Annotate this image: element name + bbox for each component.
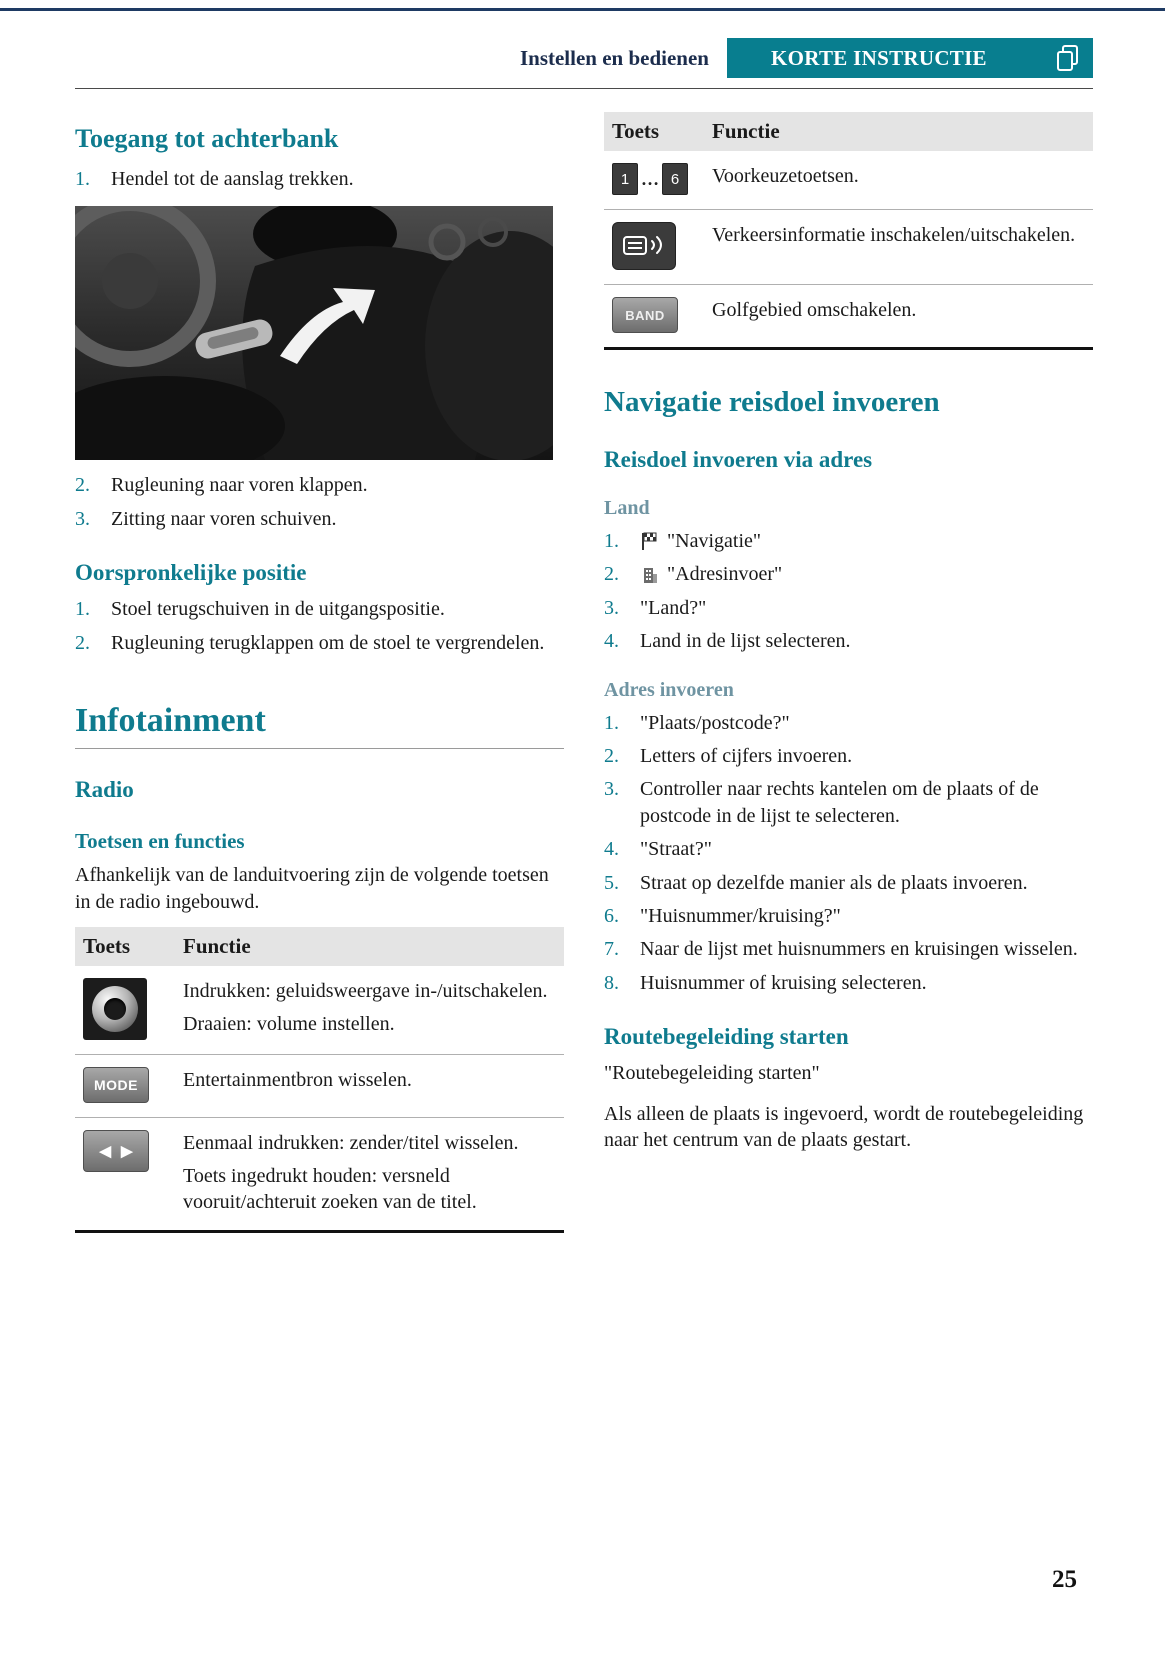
column-header-functie: Functie	[183, 934, 251, 959]
radio-keys-table	[75, 927, 564, 1233]
list-number: 3.	[604, 778, 619, 801]
page-header	[75, 38, 1093, 78]
list-text: Land in de lijst selecteren.	[640, 630, 851, 653]
list-text: "Huisnummer/kruising?"	[640, 904, 841, 927]
mode-button-icon: MODE	[83, 1067, 149, 1103]
list-text: Hendel tot de aanslag trekken.	[111, 168, 354, 190]
list-text: Letters of cijfers invoeren.	[640, 744, 853, 767]
preset-key-6: 6	[662, 163, 688, 195]
list-number: 8.	[604, 971, 619, 994]
list-number: 1.	[604, 711, 619, 734]
seek-right-glyph: ▶	[121, 1143, 133, 1161]
list-item	[604, 776, 1093, 829]
list-text: "Adresinvoer"	[667, 563, 783, 586]
list-item	[604, 595, 1093, 621]
header-section-label: Instellen en bedienen	[519, 45, 709, 70]
table-row	[75, 1117, 564, 1230]
list-text: "Straat?"	[640, 838, 712, 861]
cell-text: Toets ingedrukt houden: versneld vooruit/achteruit zoeken van de titel.	[183, 1164, 477, 1214]
rear-seat-photo	[75, 206, 553, 460]
seek-left-glyph: ◀	[99, 1143, 111, 1161]
table-header	[604, 112, 1093, 151]
list-text: Rugleuning naar voren klappen.	[111, 474, 368, 497]
list-item	[604, 970, 1093, 996]
band-button-icon: BAND	[612, 297, 678, 333]
list-number: 4.	[604, 630, 619, 653]
list-item	[604, 710, 1093, 736]
list-number: 1.	[75, 168, 90, 190]
list-number: 7.	[604, 938, 619, 961]
left-column	[75, 104, 564, 1233]
list-item	[75, 166, 564, 192]
list-text: Huisnummer of kruising selecteren.	[640, 971, 927, 994]
cell-text: Golfgebied omschakelen.	[712, 299, 917, 321]
list-item	[604, 561, 1093, 587]
korte-instructie-badge	[727, 38, 1093, 78]
column-header-toets: Toets	[612, 119, 660, 143]
volume-knob-icon	[83, 978, 147, 1040]
list-item	[75, 472, 564, 498]
copy-icon	[1055, 44, 1081, 72]
heading-destination-via-address: Reisdoel invoeren via adres	[604, 447, 873, 472]
cell-text: Voorkeuzetoetsen.	[712, 165, 859, 187]
route-guidance-quote: "Routebegeleiding starten"	[604, 1062, 820, 1085]
list-text: Straat op dezelfde manier als de plaats invoeren.	[640, 871, 1028, 894]
list-item	[604, 743, 1093, 769]
page-number: 25	[1052, 1566, 1077, 1593]
list-text: "Plaats/postcode?"	[640, 711, 790, 734]
list-number: 2.	[604, 563, 619, 586]
cell-text: Entertainmentbron wisselen.	[183, 1069, 412, 1092]
building-icon	[640, 561, 658, 587]
list-text: Rugleuning terugklappen om de stoel te vergrendelen.	[111, 631, 545, 654]
badge-label: KORTE INSTRUCTIE	[771, 45, 987, 70]
heading-country: Land	[604, 497, 650, 519]
heading-start-route-guidance: Routebegeleiding starten	[604, 1024, 849, 1050]
column-header-functie: Functie	[712, 119, 780, 143]
list-number: 3.	[75, 507, 90, 530]
cell-text: Draaien: volume instellen.	[183, 1012, 395, 1035]
list-item	[604, 628, 1093, 654]
table-row	[75, 1054, 564, 1117]
infotainment-rule	[75, 748, 564, 749]
heading-infotainment: Infotainment	[75, 701, 266, 739]
list-item	[604, 903, 1093, 929]
two-column-body	[75, 104, 1093, 1233]
list-number: 2.	[75, 631, 90, 654]
preset-key-1: 1	[612, 163, 638, 195]
list-number: 1.	[604, 530, 619, 552]
list-item	[75, 630, 564, 656]
table-row	[604, 209, 1093, 284]
table-row	[604, 151, 1093, 209]
seek-buttons-icon	[83, 1130, 149, 1172]
right-column	[604, 104, 1093, 1233]
list-number: 2.	[75, 474, 90, 497]
list-text: Controller naar rechts kantelen om de plaats of de postcode in de lijst te selecteren.	[640, 778, 1039, 827]
column-header-toets: Toets	[83, 934, 131, 959]
heading-keys-functions: Toetsen en functies	[75, 828, 245, 853]
list-number: 2.	[604, 744, 619, 767]
heading-radio: Radio	[75, 776, 134, 802]
checkered-flag-icon	[640, 528, 658, 554]
route-guidance-paragraph: Als alleen de plaats is ingevoerd, wordt de routebegeleiding naar het centrum van de plaats gestart.	[604, 1102, 1084, 1152]
header-rule	[75, 88, 1093, 89]
table-row	[75, 966, 564, 1054]
keys-intro-paragraph: Afhankelijk van de landuitvoering zijn de volgende toetsen in de radio ingebouwd.	[75, 863, 549, 913]
cell-text: Indrukken: geluidsweergave in-/uitschakelen.	[183, 980, 548, 1003]
heading-enter-address: Adres invoeren	[604, 678, 734, 701]
preset-dots: …	[641, 169, 659, 189]
list-text: "Navigatie"	[667, 530, 762, 552]
heading-navigation-destination: Navigatie reisdoel invoeren	[604, 386, 940, 418]
traffic-info-icon	[612, 222, 676, 270]
list-number: 1.	[75, 598, 90, 621]
table-header	[75, 927, 564, 966]
list-number: 3.	[604, 596, 619, 619]
top-rule	[0, 8, 1165, 11]
list-item	[604, 528, 1093, 554]
list-text: Zitting naar voren schuiven.	[111, 507, 337, 530]
list-text: Stoel terugschuiven in de uitgangspositie.	[111, 598, 445, 621]
list-text: "Land?"	[640, 596, 707, 619]
table-row	[604, 284, 1093, 347]
list-item	[604, 936, 1093, 962]
heading-access-rear-seat: Toegang tot achterbank	[75, 124, 339, 153]
preset-keys-icon	[612, 163, 712, 195]
list-item	[604, 870, 1093, 896]
radio-keys-table-continued	[604, 112, 1093, 350]
list-item	[75, 596, 564, 622]
list-number: 5.	[604, 871, 619, 894]
list-item	[75, 506, 564, 532]
list-text: Naar de lijst met huisnummers en kruisingen wisselen.	[640, 938, 1078, 961]
list-number: 6.	[604, 904, 619, 927]
heading-original-position: Oorspronkelijke positie	[75, 560, 307, 586]
list-number: 4.	[604, 838, 619, 861]
cell-text: Eenmaal indrukken: zender/titel wisselen.	[183, 1132, 519, 1155]
cell-text: Verkeersinformatie inschakelen/uitschakelen.	[712, 224, 1076, 246]
list-item	[604, 836, 1093, 862]
